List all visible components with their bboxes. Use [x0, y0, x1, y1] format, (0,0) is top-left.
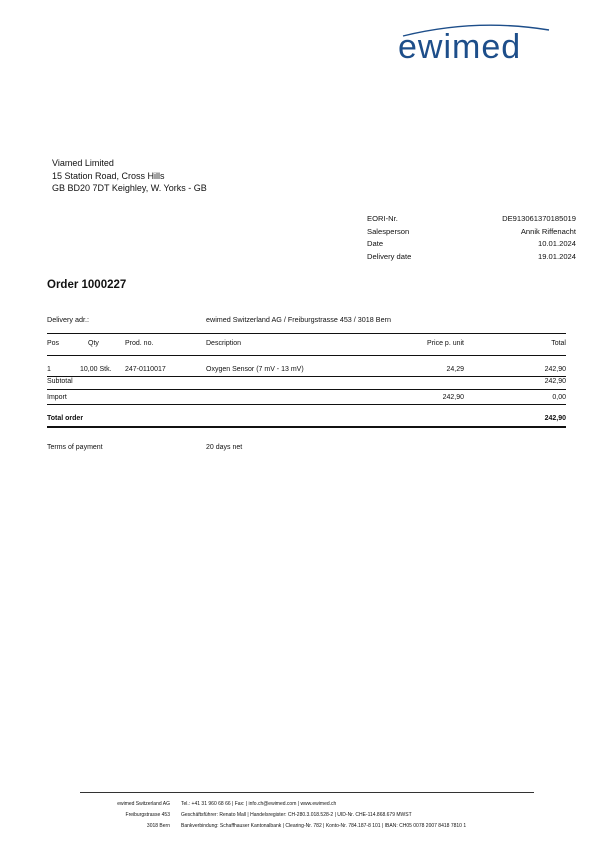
- total-order-value: 242,90: [544, 415, 566, 422]
- row-desc: Oxygen Sensor (7 mV - 13 mV): [206, 366, 304, 373]
- terms-value: 20 days net: [206, 444, 243, 451]
- meta-value: Annik Riffenacht: [520, 226, 576, 236]
- row-qty: 10,00 Stk.: [80, 366, 112, 373]
- footer-company: ewimed Switzerland AG: [117, 801, 170, 807]
- meta-value: DE913061370185019: [502, 214, 576, 223]
- total-rule-thick: [47, 426, 566, 428]
- subtotal-rule: [47, 389, 566, 390]
- header-bottom-rule: [47, 355, 566, 356]
- document-meta: [367, 214, 576, 265]
- meta-row-delivery-date: [367, 252, 576, 265]
- row-total: 242,90: [544, 366, 566, 373]
- recipient-address: [52, 157, 207, 195]
- subtotal-value: 242,90: [544, 378, 566, 385]
- recipient-street: 15 Station Road, Cross Hills: [52, 170, 165, 181]
- header-price: Price p. unit: [427, 340, 464, 347]
- meta-row-eori: [367, 214, 576, 227]
- footer-street: Freiburgstrasse 453: [125, 812, 170, 818]
- meta-label: Delivery date: [367, 252, 412, 262]
- meta-row-date: [367, 239, 576, 252]
- header-total: Total: [551, 340, 566, 347]
- logo-text: ewimed: [398, 28, 522, 66]
- footer-bank: Bankverbindung: Schaffhauser Kantonalbank | Clearing-Nr. 782 | Konto-Nr. 784.187-8 101 | IBAN: CH05 0078 2007 8418 7810 1: [181, 823, 467, 829]
- import-value: 0,00: [552, 394, 566, 401]
- total-order-label: Total order: [47, 415, 84, 422]
- header-pos: Pos: [47, 340, 60, 347]
- footer-registry: Geschäftsführer: Renato Mall | Handelsregister: CH-280.3.018.528-2 | UID-Nr. CHE-114.868.679 MWST: [181, 812, 412, 818]
- terms-label: Terms of payment: [47, 444, 103, 451]
- footer-contact: Tel.: +41 31 960 68 66 | Fax: | info.ch@ewimed.com | www.ewimed.ch: [181, 801, 337, 807]
- order-title: Order 1000227: [47, 279, 127, 291]
- row-rule: [47, 376, 566, 377]
- import-base: 242,90: [442, 394, 464, 401]
- header-qty: Qty: [88, 340, 99, 347]
- meta-label: EORI-Nr.: [367, 214, 398, 223]
- delivery-value: ewimed Switzerland AG / Freiburgstrasse 453 / 3018 Bern: [206, 315, 391, 324]
- header-prod: Prod. no.: [125, 340, 154, 347]
- meta-row-salesperson: [367, 227, 576, 240]
- meta-value: 10.01.2024: [537, 239, 576, 249]
- import-rule: [47, 404, 566, 405]
- meta-label: Date: [367, 239, 384, 249]
- row-price: 24,29: [446, 366, 464, 373]
- row-pos: 1: [47, 366, 51, 373]
- subtotal-label: Subtotal: [47, 378, 73, 385]
- meta-label: Salesperson: [367, 226, 410, 236]
- import-label: Import: [47, 394, 67, 401]
- table-top-rule: [47, 333, 566, 334]
- meta-value: 19.01.2024: [537, 252, 576, 262]
- footer-city: 3018 Bern: [146, 823, 170, 829]
- delivery-label: Delivery adr.:: [47, 315, 89, 324]
- footer-rule: [80, 792, 534, 793]
- recipient-city: GB BD20 7DT Keighley, W. Yorks - GB: [52, 183, 207, 194]
- row-prod: 247-0110017: [125, 366, 166, 373]
- recipient-name: Viamed Limited: [52, 158, 114, 168]
- header-desc: Description: [206, 340, 242, 347]
- company-logo: [398, 26, 578, 66]
